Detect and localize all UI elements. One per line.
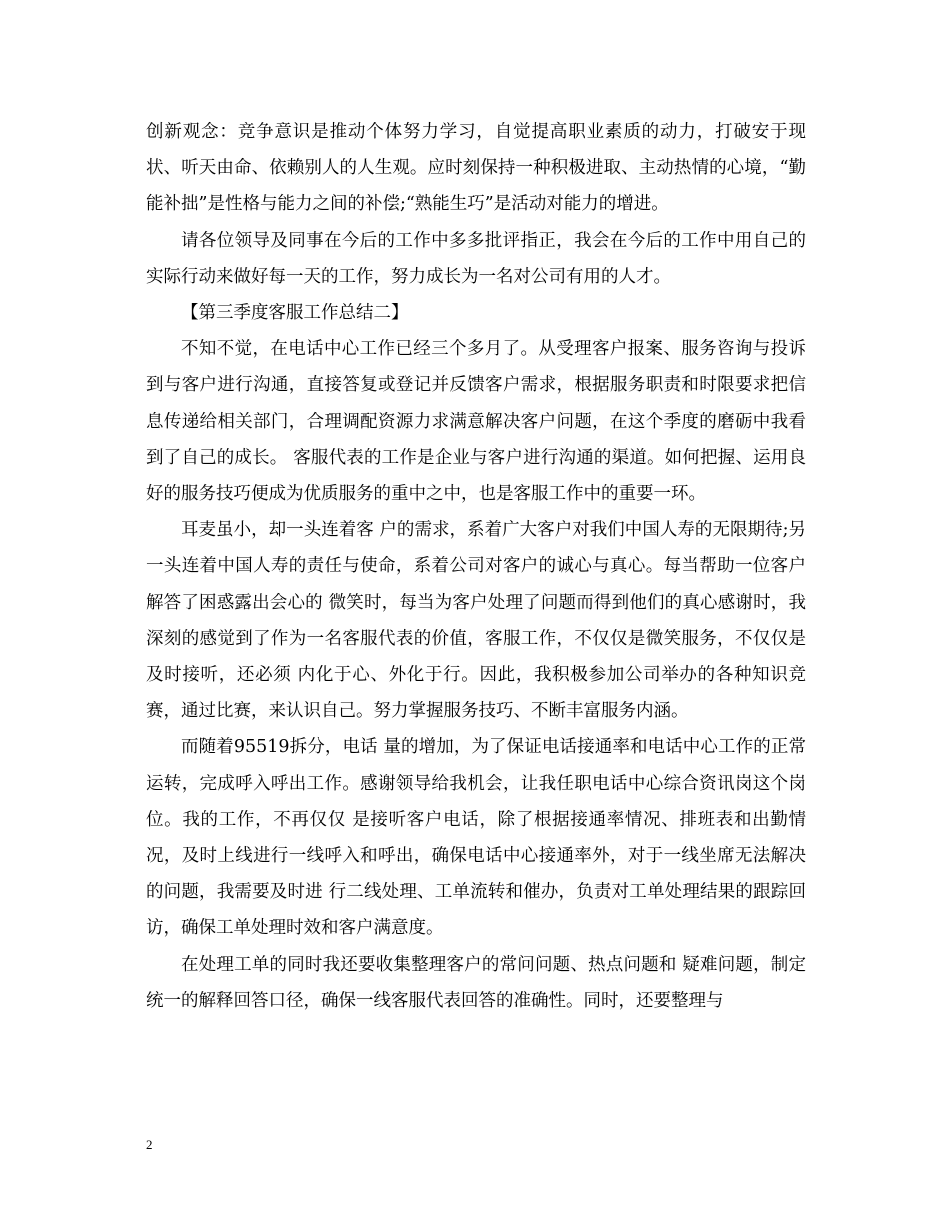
section-heading: 【第三季度客服工作总结二】 (181, 303, 409, 324)
page-number: 2 (146, 1137, 153, 1152)
paragraph: 耳麦虽小，却一头连着客 户的需求，系着广大客户对我们中国人寿的无限期待;另一头连着中国人寿的责任与使命，系着公司对客户的诚心与真心。每当帮助一位客户解答了困惑露出会心的 微笑时，每当为客户处理了问题而得到他们的真心感谢时，我深刻的感觉到了作为一名客服代表的价值，客服工作，不仅仅是微笑服务，不仅仅是及时接听，还必须 内化于心、外化于行。因此，我积极参加公司举办的各种知识竞赛，通过比赛，来认识自己。努力掌握服务技巧、不断丰富服务内涵。 (146, 520, 806, 722)
paragraph: 而随着95519拆分，电话 量的增加，为了保证电话接通率和电话中心工作的正常运转，完成呼入呼出工作。感谢领导给我机会，让我任职电话中心综合资讯岗这个岗位。我的工作，不再仅仅 是接听客户电话，除了根据接通率情况、排班表和出勤情况，及时上线进行一线呼入和呼出，确保电话中心接通率外，对于一线坐席无法解决的问题，我需要及时进 行二线处理、工单流转和催办，负责对工单处理结果的跟踪回访，确保工单处理时效和客户满意度。 (146, 737, 806, 939)
paragraph: 在处理工单的同时我还要收集整理客户的常问问题、热点问题和 疑难问题，制定统一的解释回答口径，确保一线客服代表回答的准确性。同时，还要整理与 (146, 954, 806, 1011)
paragraph: 不知不觉，在电话中心工作已经三个多月了。从受理客户报案、服务咨询与投诉到与客户进行沟通，直接答复或登记并反馈客户需求，根据服务职责和时限要求把信息传递给相关部门，合理调配资源力求满意解决客户问题，在这个季度的磨砺中我看到了自己的成长。 客服代表的工作是企业与客户进行沟通的渠道。如何把握、运用良好的服务技巧便成为优质服务的重中之中，也是客服工作中的重要一环。 (146, 339, 806, 505)
paragraph-continuation: 创新观念：竞争意识是推动个体努力学习，自觉提高职业素质的动力，打破安于现状、听天由命、依赖别人的人生观。应时刻保持一种积极进取、主动热情的心境，“勤能补拙”是性格与能力之间的补偿;“熟能生巧”是活动对能力的增进。 (146, 122, 806, 215)
document-body (146, 114, 806, 1019)
paragraph: 请各位领导及同事在今后的工作中多多批评指正，我会在今后的工作中用自己的实际行动来做好每一天的工作，努力成长为一名对公司有用的人才。 (146, 230, 806, 287)
